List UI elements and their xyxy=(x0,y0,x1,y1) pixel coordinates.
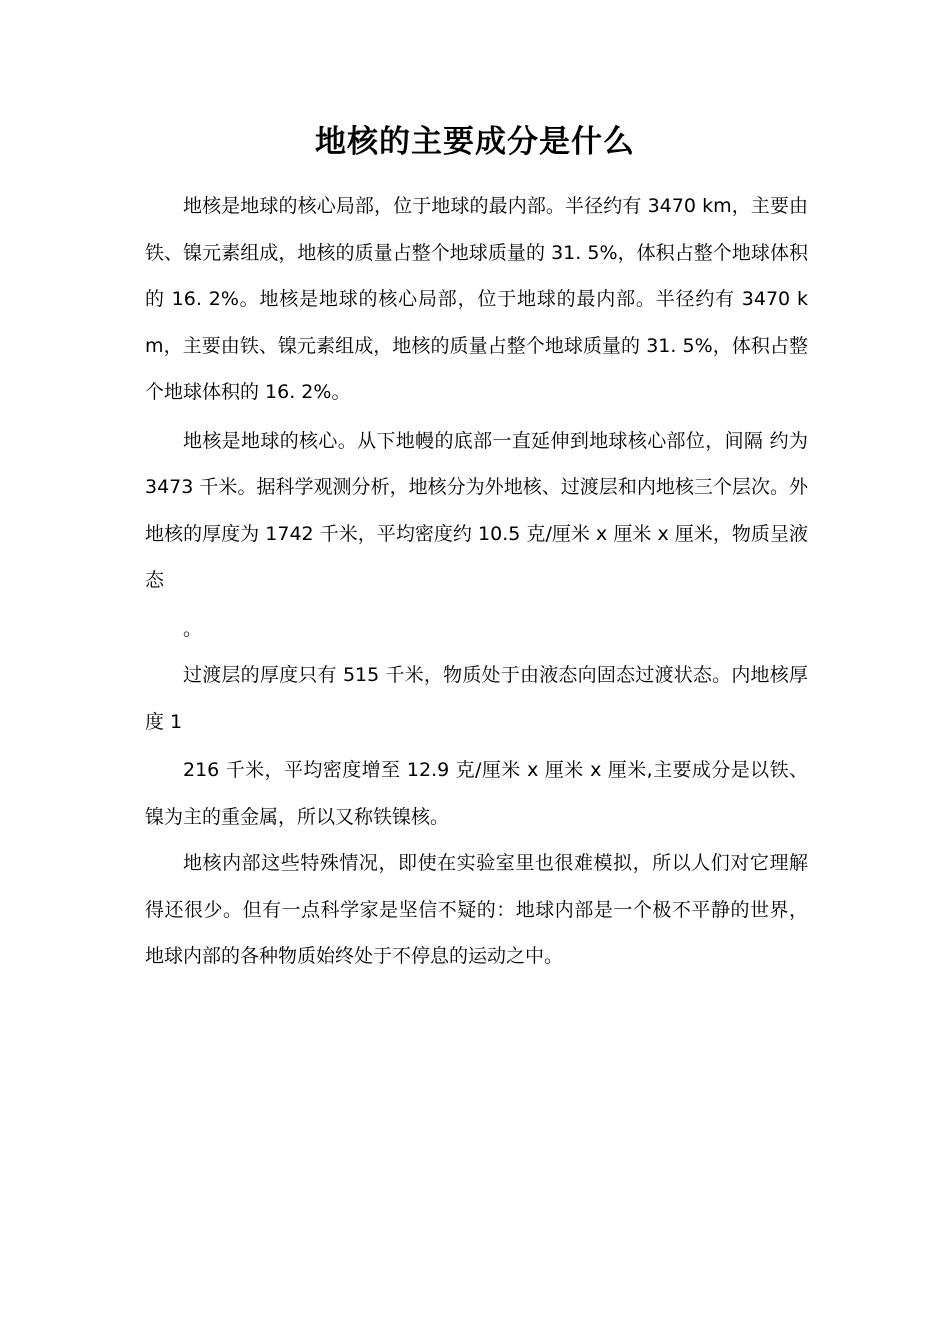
paragraph-4: 过渡层的厚度只有 515 千米，物质处于由液态向固态过渡状态。内地核厚度 1 xyxy=(145,664,808,733)
paragraph-1: 地核是地球的核心局部，位于地球的最内部。半径约有 3470 km，主要由铁、镍元素组成，地核的质量占整个地球质量的 31. 5%，体积占整个地球体积的 16. 2%。地核是地球的核心局部，位于地球的最内部。半径约有 3470 km，主要由铁、镍元素组成，地核的质量占整个地球质量的 31. 5%，体积占整个地球体积的 16. 2%。 xyxy=(145,195,808,403)
paragraph-2: 地核是地球的核心。从下地幔的底部一直延伸到地球核心部位，间隔 约为 3473 千米。据科学观测分析，地核分为外地核、过渡层和内地核三个层次。外地核的厚度为 1742 千米，平均密度约 10.5 克/厘米 x 厘米 x 厘米，物质呈液态 xyxy=(145,429,808,591)
paragraph-6: 地核内部这些特殊情况，即使在实验室里也很难模拟，所以人们对它理解得还很少。但有一点科学家是坚信不疑的：地球内部是一个极不平静的世界，地球内部的各种物质始终处于不停息的运动之中。 xyxy=(145,852,808,967)
paragraph-3: 。 xyxy=(183,617,203,640)
paragraph-5: 216 千米，平均密度增至 12.9 克/厘米 x 厘米 x 厘米,主要成分是以铁、镍为主的重金属，所以又称铁镍核。 xyxy=(145,759,808,828)
document-body xyxy=(145,183,808,980)
document-title: 地核的主要成分是什么 xyxy=(315,124,635,160)
